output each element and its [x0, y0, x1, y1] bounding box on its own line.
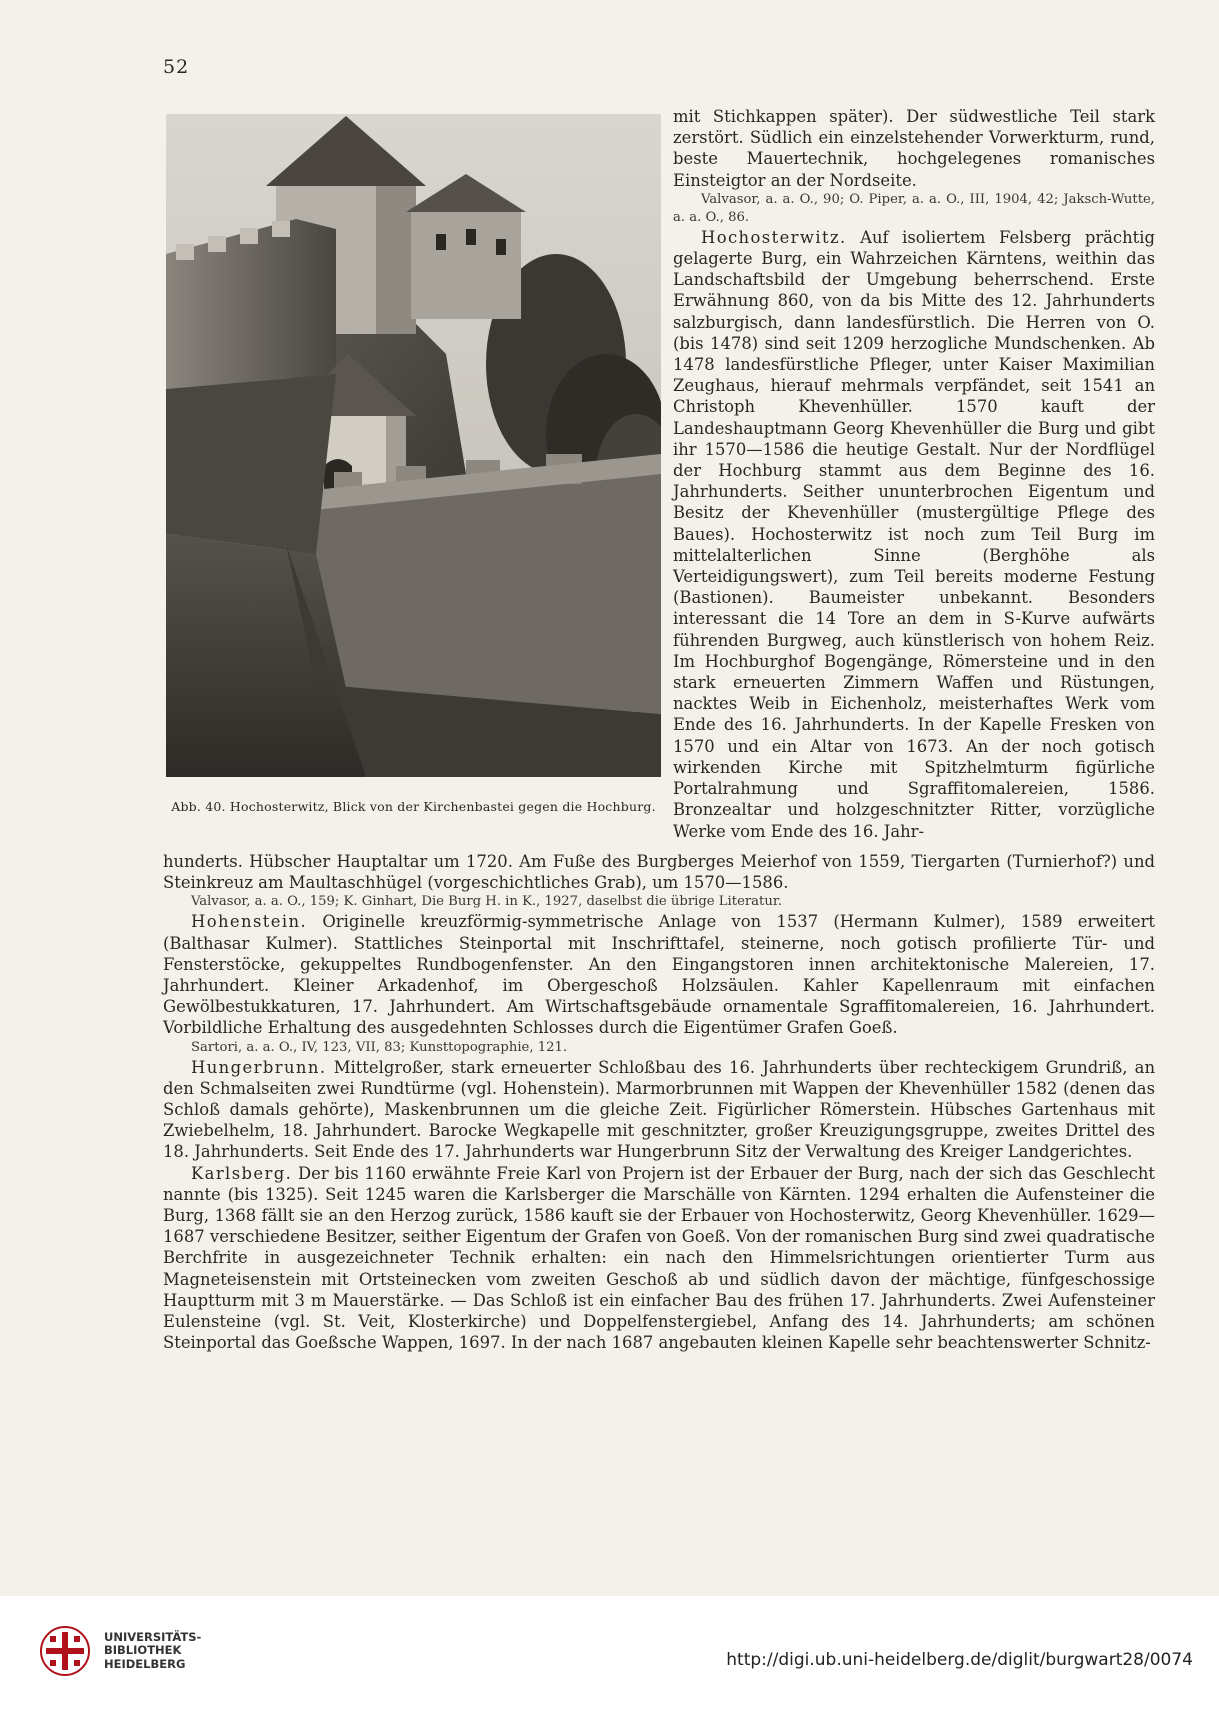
library-seal-icon [40, 1626, 90, 1676]
full-width-text [163, 851, 1155, 1353]
entry-hungerbrunn [163, 1057, 1155, 1163]
library-name-line: BIBLIOTHEK [104, 1643, 182, 1658]
entry-title: Karlsberg. [191, 1163, 293, 1183]
library-name-line: HEIDELBERG [104, 1656, 186, 1671]
reference-note: Valvasor, a. a. O., 90; O. Piper, a. a. O., III, 1904, 42; Jaksch-Wutte, a. a. O., 86. [673, 191, 1155, 225]
reference-note: Valvasor, a. a. O., 159; K. Ginhart, Die Burg H. in K., 1927, daselbst die übrige Literatur. [191, 894, 782, 910]
intro-paragraph: mit Stichkappen später). Der südwestliche Teil stark zerstört. Südlich ein einzelstehender Vorwerkturm, rund, beste Mauertechnik, hochgelegenes romanisches Einsteigtor an der Nordseite. [673, 107, 1155, 190]
entry-title: Hochosterwitz. [701, 227, 847, 247]
continuation-paragraph: hunderts. Hübscher Hauptaltar um 1720. Am Fuße des Burgberges Meierhof von 1559, Tiergarten (Turnierhof?) und Steinkreuz am Maultaschhügel (vorgeschichtliches Grab), um 1570—1586. [163, 852, 1155, 893]
right-column-text [673, 106, 1155, 842]
page-number: 52 [163, 56, 190, 78]
entry-body: Originelle kreuzförmig-symmetrische Anlage von 1537 (Hermann Kulmer), 1589 erweitert (Balthasar Kulmer). Stattliches Steinportal mit Inschrifttafel, steinerne, noch gotisch profilierte Tür- und Fensterstöcke, gekuppeltes Rundbogenfenster. An den Eingangstoren innen architektonische Malereien, 17. Jahrhundert. Kleiner Arkadenhof, im Obergeschoß Holzsäulen. Kahler Kapellenraum mit einfachen Gewölbestukkaturen, 17. Jahrhundert. Am Wirtschaftsgebäude ornamentale Sgraffitomalereien, 16. Jahrhundert. Vorbildliche Erhaltung des ausgedehnten Schlosses durch die Eigentümer Grafen Goeß. [163, 912, 1155, 1038]
entry-karlsberg [163, 1163, 1155, 1354]
entry-body: Der bis 1160 erwähnte Freie Karl von Projern ist der Erbauer der Burg, nach der sich das Geschlecht nannte (bis 1325). Seit 1245 waren die Karlsberger die Marschälle von Kärnten. 1294 erhalten die Aufensteiner die Burg, 1368 fällt sie an den Herzog zurück, 1586 kauft sie der Erbauer von Hochosterwitz, Georg Khevenhüller. 1629—1687 verschiedene Besitzer, seither Eigentum der Grafen von Goeß. Von der romanischen Burg sind zwei quadratische Berchfrite in ausgezeichneter Technik erhalten: ein nach den Himmelsrichtungen orientierter Turm aus Magneteisenstein mit Ortsteinecken vom zweiten Geschoß ab und südlich davon der mächtige, fünfgeschossige Hauptturm mit 3 m Mauerstärke. — Das Schloß ist ein einfacher Bau des frühen 17. Jahrhunderts. Zwei Aufensteiner Eulensteine (vgl. St. Veit, Klosterkirche) und Doppelfenstergiebel, Anfang des 14. Jahrhunderts; am schönen Steinportal das Goeßsche Wappen, 1697. In der nach 1687 angebauten kleinen Kapelle sehr beachtenswerter Schnitz- [163, 1163, 1155, 1353]
entry-body: Auf isoliertem Felsberg prächtig gelagerte Burg, ein Wahrzeichen Kärntens, weithin das Landschaftsbild der Umgebung beherrschend. Erste Erwähnung 860, von da bis Mitte des 12. Jahrhunderts salzburgisch, dann landesfürstlich. Die Herren von O. (bis 1478) sind seit 1209 herzogliche Mundschenken. Ab 1478 landesfürstliche Pfleger, unter Kaiser Maximilian Zeughaus, hierauf mehrmals verpfändet, seit 1541 an Christoph Khevenhüller. 1570 kauft der Landeshauptmann Georg Khevenhüller die Burg und gibt ihr 1570—1586 die heutige Gestalt. Nur der Nordflügel der Hochburg stammt aus dem Beginne des 16. Jahrhunderts. Seither ununterbrochen Eigentum und Besitz der Khevenhüller (mustergültige Pflege des Baues). Hochosterwitz ist noch zum Teil Burg im mittelalterlichen Sinne (Berghöhe als Verteidigungswert), zum Teil bereits moderne Festung (Bastionen). Baumeister unbekannt. Besonders interessant die 14 Tore an dem in S-Kurve aufwärts führenden Burgweg, auch künstlerisch von hohem Reiz. Im Hochburghof Bogengänge, Römersteine und in den stark erneuerten Zimmern Waffen und Rüstungen, nacktes Weib in Eichenholz, meisterhaftes Werk vom Ende des 16. Jahrhunderts. In der Kapelle Fresken von 1570 und ein Altar von 1673. An der noch gotisch wirkenden Kirche mit Spitzhelmturm figürliche Portalrahmung und Sgraffitomalereien, 1586. Bronzealtar und holzgeschnitzter Ritter, vorzügliche Werke vom Ende des 16. Jahr- [673, 227, 1155, 841]
entry-title: Hohenstein. [191, 912, 308, 932]
entry-hohenstein [163, 911, 1155, 1038]
entry-hochosterwitz [673, 227, 1155, 842]
figure-caption: Abb. 40. Hochosterwitz, Blick von der Kirchenbastei gegen die Hochburg. [171, 799, 656, 814]
entry-title: Hungerbrunn. [191, 1057, 327, 1077]
entry-body: Mittelgroßer, stark erneuerter Schloßbau des 16. Jahrhunderts über rechteckigem Grundriß, an den Schmalseiten zwei Rundtürme (vgl. Hohenstein). Marmorbrunnen mit Wappen der Khevenhüller 1582 (denen das Schloß damals gehörte), Maskenbrunnen um die gleiche Zeit. Figürlicher Römerstein. Hübsches Gartenhaus mit Zwiebelhelm, 18. Jahrhundert. Barocke Wegkapelle mit geschnitzter, großer Kreuzigungsgruppe, zweites Drittel des 18. Jahrhunderts. Seit Ende des 17. Jahrhunderts war Hungerbrunn Sitz der Verwaltung des Kreiger Landgerichtes. [163, 1057, 1155, 1162]
library-name-line: UNIVERSITÄTS- [104, 1629, 202, 1644]
source-url[interactable]: http://digi.ub.uni-heidelberg.de/diglit/burgwart28/0074 [726, 1650, 1193, 1670]
reference-note: Sartori, a. a. O., IV, 123, VII, 83; Kunsttopographie, 121. [191, 1039, 568, 1055]
castle-photograph [166, 114, 661, 777]
castle-illustration [166, 114, 661, 777]
library-logo[interactable] [40, 1626, 201, 1676]
library-name [104, 1631, 201, 1672]
